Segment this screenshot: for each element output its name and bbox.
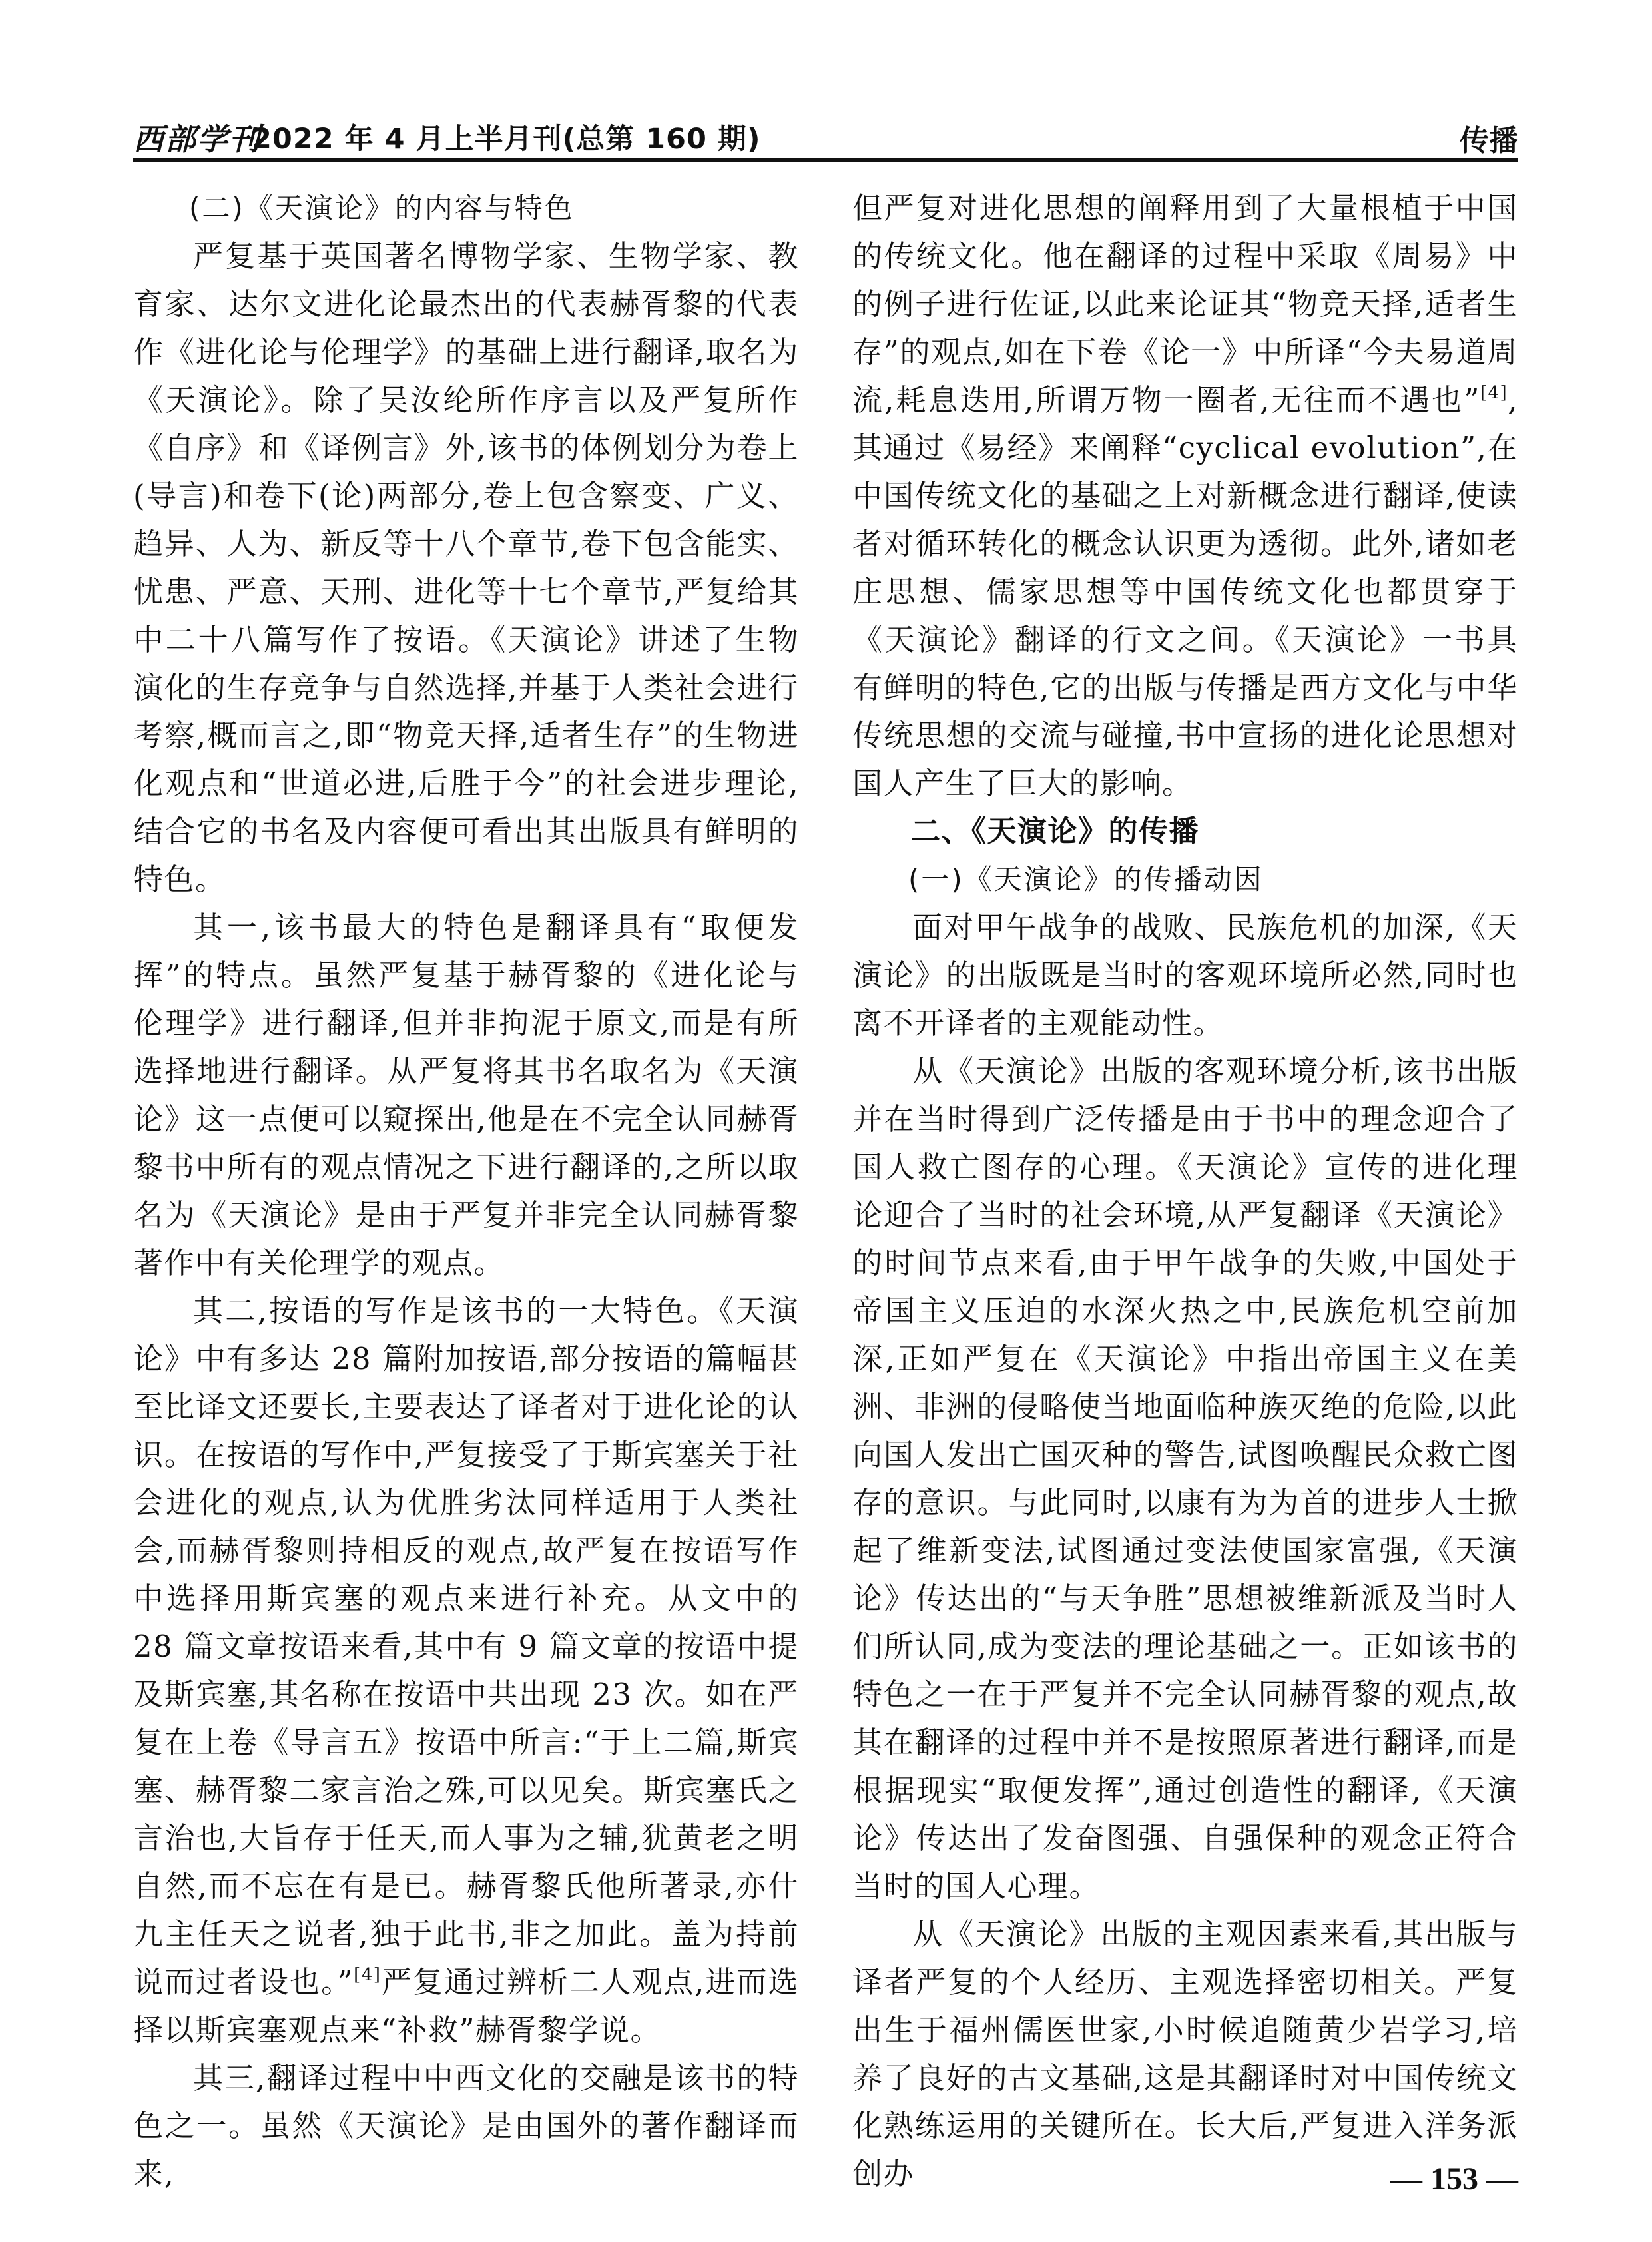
subsection-heading: (一)《天演论》的传播动因 xyxy=(908,863,1264,896)
paragraph: 其一,该书最大的特色是翻译具有“取便发挥”的特点。虽然严复基于赫胥黎的《进化论与伦理学》进行翻译,但并非拘泥于原文,而是有所选择地进行翻译。从严复将其书名取名为《天演论》这一点便可以窥探出,他是在不完全认同赫胥黎书中所有的观点情况之下进行翻译的,之所以取名为《天演论》是由于严复并非完全认同赫胥黎著作中有关伦理学的观点。 xyxy=(133,910,799,1280)
page-number: — 153 — xyxy=(1390,2161,1518,2197)
header-rule xyxy=(133,158,1518,162)
paragraph-text: ,其通过《易经》来阐释“cyclical evolution”,在中国传统文化的基础之上对新概念进行翻译,使读者对循环转化的概念认识更为透彻。此外,诸如老庄思想、儒家思想等中国传统文化也都贯穿于《天演论》翻译的行文之间。《天演论》一书具有鲜明的特色,它的出版与传播是西方文化与中华传统思想的交流与碰撞,书中宣扬的进化论思想对国人产生了巨大的影响。 xyxy=(852,382,1518,801)
citation-ref: [4] xyxy=(354,1965,382,1985)
paragraph: 其三,翻译过程中中西文化的交融是该书的特色之一。虽然《天演论》是由国外的著作翻译而来, xyxy=(133,2060,799,2191)
subsection-heading: (二)《天演论》的内容与特色 xyxy=(189,192,575,224)
section-name: 传播 xyxy=(1460,124,1518,158)
paragraph: 面对甲午战争的战败、民族危机的加深,《天演论》的出版既是当时的客观环境所必然,同时也离不开译者的主观能动性。 xyxy=(852,910,1518,1041)
paragraph: 严复基于英国著名博物学家、生物学家、教育家、达尔文进化论最杰出的代表赫胥黎的代表作《进化论与伦理学》的基础上进行翻译,取名为《天演论》。除了吴汝纶所作序言以及严复所作《自序》和《译例言》外,该书的体例划分为卷上(导言)和卷下(论)两部分,卷上包含察变、广义、趋异、人为、新反等十八个章节,卷下包含能实、忧患、严意、天刑、进化等十七个章节,严复给其中二十八篇写作了按语。《天演论》讲述了生物演化的生存竞争与自然选择,并基于人类社会进行考察,概而言之,即“物竞天择,适者生存”的生物进化观点和“世道必进,后胜于今”的社会进步理论,结合它的书名及内容便可看出其出版具有鲜明的特色。 xyxy=(133,238,799,897)
paragraph xyxy=(133,1287,799,2054)
section-heading: 二、《天演论》的传播 xyxy=(911,814,1199,848)
paragraph: 从《天演论》出版的客观环境分析,该书出版并在当时得到广泛传播是由于书中的理念迎合了国人救亡图存的心理。《天演论》宣传的进化理论迎合了当时的社会环境,从严复翻译《天演论》的时间节点来看,由于甲午战争的失败,中国处于帝国主义压迫的水深火热之中,民族危机空前加深,正如严复在《天演论》中指出帝国主义在美洲、非洲的侵略使当地面临种族灭绝的危险,以此向国人发出亡国灭种的警告,试图唤醒民众救亡图存的意识。与此同时,以康有为为首的进步人士掀起了维新变法,试图通过变法使国家富强,《天演论》传达出的“与天争胜”思想被维新派及当时人们所认同,成为变法的理论基础之一。正如该书的特色之一在于严复并不完全认同赫胥黎的观点,故其在翻译的过程中并不是按照原著进行翻译,而是根据现实“取便发挥”,通过创造性的翻译,《天演论》传达出了发奋图强、自强保种的观念正符合当时的国人心理。 xyxy=(852,1053,1518,1904)
journal-logo: 西部学刊 xyxy=(133,121,261,157)
left-column xyxy=(133,184,799,2198)
citation-ref: [4] xyxy=(1480,383,1508,403)
paragraph-text: 其二,按语的写作是该书的一大特色。《天演论》中有多达 28 篇附加按语,部分按语的篇幅甚至比译文还要长,主要表达了译者对于进化论的认识。在按语的写作中,严复接受了于斯宾塞关于社会进化的观点,认为优胜劣汰同样适用于人类社会,而赫胥黎则持相反的观点,故严复在按语写作中选择用斯宾塞的观点来进行补充。从文中的 28 篇文章按语来看,其中有 9 篇文章的按语中提及斯宾塞,其名称在按语中共出现 23 次。如在严复在上卷《导言五》按语中所言:“于上二篇,斯宾塞、赫胥黎二家言治之殊,可以见矣。斯宾塞氏之言治也,大旨存于任天,而人事为之辅,犹黄老之明自然,而不忘在有是已。赫胥黎氏他所著录,亦什九主任天之说者,独于此书,非之加此。盖为持前说而过者设也。” xyxy=(133,1293,799,2000)
issue-info: 2022 年 4 月上半月刊(总第 160 期) xyxy=(252,123,761,156)
paragraph-text: 严复通过辨析二人观点,进而选择以斯宾塞观点来“补救”赫胥黎学说。 xyxy=(133,1964,799,2048)
paragraph-text: 但严复对进化思想的阐释用到了大量根植于中国的传统文化。他在翻译的过程中采取《周易》中的例子进行佐证,以此来论证其“物竞天择,适者生存”的观点,如在下卷《论一》中所译“今夫易道周流,耗息迭用,所谓万物一圈者,无往而不遇也” xyxy=(852,190,1518,418)
running-header xyxy=(133,110,1518,163)
paragraph: 从《天演论》出版的主观因素来看,其出版与译者严复的个人经历、主观选择密切相关。严复出生于福州儒医世家,小时候追随黄少岩学习,培养了良好的古文基础,这是其翻译时对中国传统文化熟练运用的关键所在。长大后,严复进入洋务派创办 xyxy=(852,1916,1518,2191)
right-column xyxy=(852,184,1518,2198)
paragraph xyxy=(852,184,1518,808)
